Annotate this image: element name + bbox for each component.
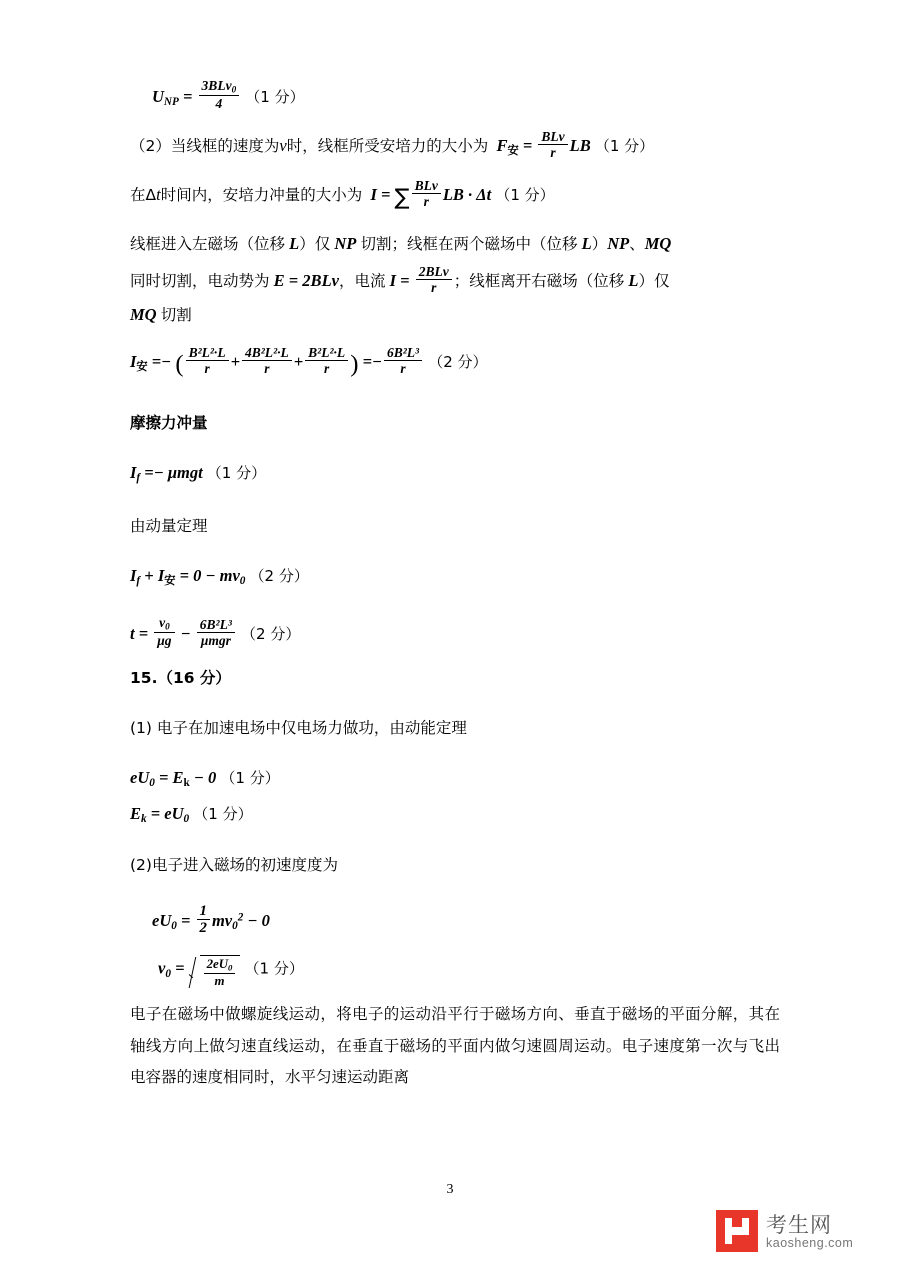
text-cn: ，电流 bbox=[338, 272, 386, 291]
fraction-numerator: 4B²L²·L bbox=[242, 345, 292, 361]
fraction-blv-r bbox=[412, 178, 441, 209]
equation-eu0-ek bbox=[130, 766, 780, 791]
symbol-t: t bbox=[156, 185, 161, 205]
explanation-line-3 bbox=[130, 303, 780, 327]
fraction-result bbox=[384, 345, 422, 376]
fraction-denominator: r bbox=[264, 361, 270, 377]
page-number: 3 bbox=[446, 1182, 454, 1197]
text-cn: 时间内，安培力冲量的大小为 bbox=[160, 186, 363, 205]
score-mark: （2 分） bbox=[241, 625, 301, 644]
subscript-k: k bbox=[141, 812, 147, 825]
symbol-i: I bbox=[130, 565, 137, 585]
fraction-numerator: 2BLv bbox=[416, 264, 452, 280]
fraction-denominator: μg bbox=[157, 633, 172, 649]
equation-body: =− μmgt bbox=[144, 462, 203, 482]
equation-friction-impulse bbox=[130, 461, 780, 486]
text-cn: (2)电子进入磁场的初速度度为 bbox=[130, 855, 338, 874]
symbol-lb-dt: LB · Δt bbox=[442, 185, 492, 205]
text-cn: ）仅 bbox=[299, 235, 331, 254]
explanation-line-1 bbox=[130, 232, 780, 256]
subscript-f: f bbox=[136, 471, 141, 484]
score-mark: （2 分） bbox=[249, 566, 309, 585]
symbol-eu: eU bbox=[152, 910, 172, 930]
symbol-mv: mv bbox=[211, 910, 233, 930]
fraction-numerator: 6B²L³ bbox=[384, 345, 422, 361]
question-15-part-1 bbox=[130, 716, 780, 740]
equation-ek-eu0 bbox=[130, 802, 780, 827]
text-cn: 由动量定理 bbox=[130, 516, 208, 535]
subscript-0: 0 bbox=[171, 919, 177, 932]
text-cn: 切割 bbox=[160, 306, 192, 325]
document-body bbox=[130, 78, 780, 1100]
equation-body: = E bbox=[158, 768, 184, 788]
subscript-np: NP bbox=[163, 95, 179, 108]
fraction-numerator: 6B²L³ bbox=[197, 617, 235, 633]
subscript-k: k bbox=[183, 777, 190, 790]
fraction-v0-mug bbox=[154, 615, 174, 648]
fraction-term-2 bbox=[242, 345, 292, 376]
subscript-0: 0 bbox=[232, 919, 238, 932]
fraction-numerator: 3BLv$_0$ bbox=[199, 78, 240, 96]
fraction-6b2l3-mumgr bbox=[197, 617, 235, 648]
heading-momentum-theorem bbox=[130, 514, 780, 538]
symbol-t: t bbox=[130, 624, 135, 644]
equals-sign: = bbox=[138, 624, 149, 644]
step-2-ampere-force bbox=[130, 129, 780, 160]
text-cn: 、 bbox=[629, 235, 645, 254]
subscript-0: 0 bbox=[165, 967, 171, 980]
symbol-e: E bbox=[273, 271, 285, 291]
kaosheng-logo-icon bbox=[716, 1210, 758, 1252]
symbol-lb: LB bbox=[569, 136, 591, 156]
fraction-2eu0-m bbox=[204, 957, 236, 989]
equation-body: = eU bbox=[150, 803, 184, 823]
equals-sign: = bbox=[180, 910, 191, 930]
text-cn: 在Δ bbox=[130, 186, 157, 205]
plus-sign: + bbox=[293, 352, 304, 372]
fraction-denominator: 4 bbox=[215, 95, 223, 111]
symbol-l: L bbox=[289, 234, 300, 254]
symbol-mq: MQ bbox=[644, 234, 672, 254]
radicand bbox=[200, 955, 241, 989]
fraction-denominator: r bbox=[204, 361, 210, 377]
symbol-e: E bbox=[130, 803, 142, 823]
subscript-an: 安 bbox=[507, 144, 519, 158]
score-mark: （1 分） bbox=[206, 463, 267, 482]
equation-time-result bbox=[130, 615, 780, 648]
fraction-numerator: $2eU_0$ bbox=[204, 957, 236, 974]
fraction-numerator: B²L²·L bbox=[186, 345, 229, 361]
text-cn: 切割；线框在两个磁场中（位移 bbox=[360, 235, 578, 254]
text-cn: ） bbox=[591, 235, 608, 254]
equals-negative: =− bbox=[362, 352, 382, 372]
symbol-i: I bbox=[130, 352, 137, 372]
symbol-eu: eU bbox=[130, 768, 150, 788]
fraction-denominator: m bbox=[214, 974, 225, 989]
text-cn: 同时切割，电动势为 bbox=[130, 272, 270, 291]
fraction-blv-r bbox=[538, 129, 567, 160]
symbol-np: NP bbox=[607, 234, 630, 254]
fraction-term-1 bbox=[186, 345, 229, 376]
text-cn: 摩擦力冲量 bbox=[130, 413, 208, 432]
symbol-v: v bbox=[279, 136, 287, 156]
fraction-3blv-4 bbox=[199, 78, 240, 111]
fraction-denominator: r bbox=[550, 145, 556, 161]
fraction-denominator: r bbox=[431, 280, 437, 296]
equation-emf: = 2BLv bbox=[288, 271, 339, 291]
equals-sign: = bbox=[183, 86, 193, 106]
text-cn: ）仅 bbox=[638, 272, 670, 291]
superscript-2: 2 bbox=[237, 911, 244, 924]
symbol-l: L bbox=[581, 234, 592, 254]
equals-sign: = bbox=[381, 185, 391, 205]
equals-sign: = bbox=[175, 958, 185, 978]
watermark-brand-en: kaosheng.com bbox=[766, 1236, 854, 1250]
symbol-i: I bbox=[130, 462, 137, 482]
fraction-denominator: μmgr bbox=[200, 633, 231, 649]
logo-bar bbox=[742, 1218, 749, 1227]
plus-sign: + bbox=[144, 565, 154, 585]
fraction-term-3 bbox=[305, 345, 348, 376]
symbol-i: I bbox=[389, 271, 397, 291]
equation-total-ampere-impulse bbox=[130, 345, 780, 382]
text-cn: 线框进入左磁场（位移 bbox=[130, 235, 286, 254]
step-impulse-formula bbox=[130, 178, 780, 214]
explanation-line-2 bbox=[130, 264, 780, 295]
score-mark: （1 分） bbox=[193, 804, 253, 823]
subscript-an: 安 bbox=[164, 574, 176, 587]
equals-negative: =− bbox=[151, 352, 172, 372]
fraction-denominator: r bbox=[324, 361, 330, 377]
symbol-i: I bbox=[370, 185, 377, 205]
score-mark: （1 分） bbox=[244, 959, 304, 978]
right-paren: ) bbox=[350, 350, 359, 378]
symbol-np: NP bbox=[334, 234, 357, 254]
fraction-denominator: r bbox=[423, 194, 429, 210]
text-cn: 时，线框所受安培力的大小为 bbox=[286, 137, 489, 156]
watermark-brand-cn: 考生网 bbox=[766, 1213, 832, 1237]
score-mark: （2 分） bbox=[428, 353, 488, 372]
minus-sign: − bbox=[180, 624, 191, 644]
fraction-numerator: BLv bbox=[412, 178, 441, 194]
score-mark: （1 分） bbox=[594, 137, 655, 156]
text-cn: （2）当线框的速度为 bbox=[130, 137, 280, 156]
question-15-part-2 bbox=[130, 853, 780, 877]
fraction-numerator: $v_0$ bbox=[154, 615, 174, 633]
left-paren: ( bbox=[175, 350, 184, 378]
subscript-0: 0 bbox=[183, 812, 190, 825]
fraction-numerator: B²L²·L bbox=[305, 345, 348, 361]
subscript-f: f bbox=[136, 575, 141, 587]
heading-friction-impulse bbox=[130, 411, 780, 435]
subscript-0: 0 bbox=[149, 777, 155, 790]
question-15-heading bbox=[130, 666, 780, 690]
symbol-mq: MQ bbox=[130, 305, 157, 325]
equation-unp bbox=[130, 78, 780, 111]
fraction-numerator: 1 bbox=[197, 903, 210, 921]
text-cn: (1) 电子在加速电场中仅电场力做功，由动能定理 bbox=[130, 719, 467, 738]
fraction-denominator: r bbox=[400, 361, 406, 377]
subscript-an: 安 bbox=[136, 360, 148, 374]
explanation-paragraph: 电子在磁场中做螺旋线运动，将电子的运动沿平行于磁场方向、垂直于磁场的平面分解，其在轴线方向上做匀速直线运动，在垂直于磁场的平面内做匀速圆周运动。电子速度第一次与飞出电容器的速度相同时，水平匀速运动距离 bbox=[130, 1004, 780, 1087]
symbol-f: F bbox=[496, 136, 508, 156]
text-cn: ；线框离开右磁场（位移 bbox=[453, 272, 625, 291]
symbol-v: v bbox=[158, 958, 166, 978]
square-root bbox=[189, 955, 241, 989]
subscript-0: 0 bbox=[239, 575, 246, 587]
fraction-numerator: BLv bbox=[538, 129, 567, 145]
symbol-u: U bbox=[152, 86, 164, 106]
equation-kinetic-energy bbox=[130, 903, 780, 937]
fraction-denominator: 2 bbox=[199, 920, 207, 937]
symbol-l: L bbox=[628, 271, 639, 291]
text-cn: 15.（16 分） bbox=[130, 669, 231, 688]
equals-sign: = bbox=[522, 136, 533, 156]
summation-symbol: ∑ bbox=[394, 184, 410, 211]
equation-tail: − 0 bbox=[247, 910, 270, 930]
fraction-one-half bbox=[197, 903, 210, 937]
plus-sign: + bbox=[230, 352, 240, 372]
equals-sign: = bbox=[400, 271, 410, 291]
symbol-i: I bbox=[157, 565, 165, 585]
equation-v0-result bbox=[130, 955, 780, 989]
watermark bbox=[716, 1206, 876, 1258]
score-mark: （1 分） bbox=[495, 186, 555, 205]
equation-tail: − 0 bbox=[193, 768, 217, 788]
fraction-2blv-r bbox=[416, 264, 452, 295]
score-mark: （1 分） bbox=[220, 769, 280, 788]
score-mark: （1 分） bbox=[245, 87, 305, 106]
equation-body: = 0 − mv bbox=[179, 565, 240, 585]
equation-momentum bbox=[130, 564, 780, 589]
